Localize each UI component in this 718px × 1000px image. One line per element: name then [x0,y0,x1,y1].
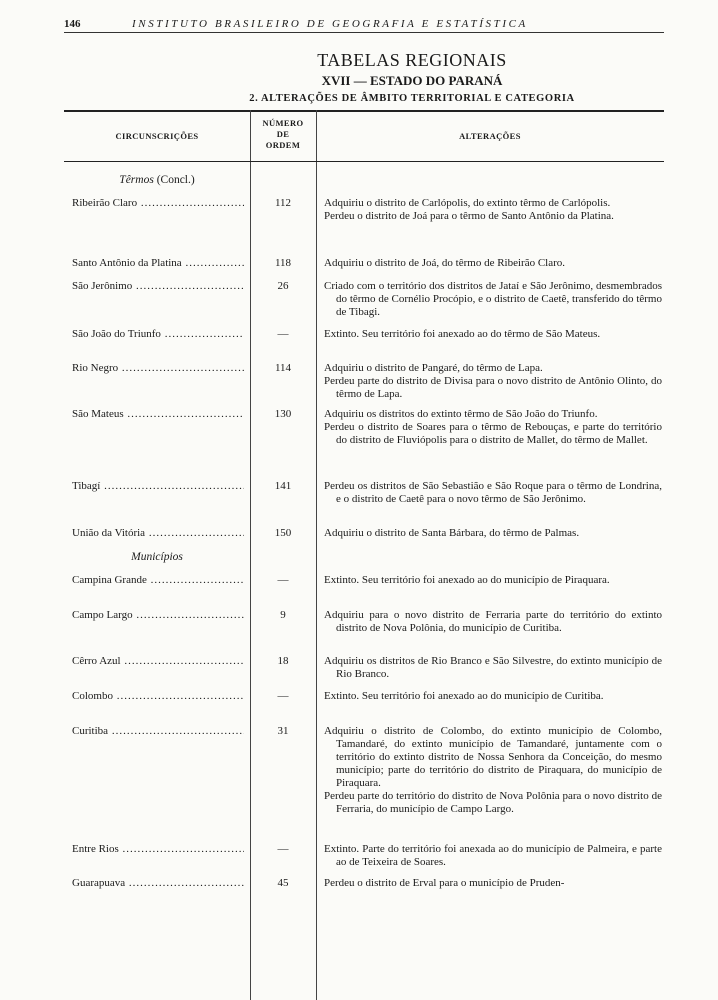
ordem-number: 26 [277,280,289,292]
alteracoes-cell [324,280,662,319]
alteracoes-cell [324,655,662,681]
alteracoes-cell [324,408,662,447]
table-header-rule [64,161,664,162]
header-numero-line: ORDEM [265,140,301,150]
circunscricao-name: Tibagí ..... [72,480,244,493]
alteracoes-cell [324,362,662,401]
header-rule [64,32,664,33]
ordem-number: — [277,843,289,855]
alteracao-entry: Extinto. Parte do território foi anexada ao do município de Palmeira, e parte ao de Teixeira de Soares. [324,843,662,868]
circunscricao-name: União da Vitória ..... [72,527,244,540]
alteracoes-cell [324,197,662,223]
ordem-number: — [277,574,289,586]
alteracoes-cell [324,257,662,270]
alteracoes-cell [324,725,662,816]
alteracao-entry: Perdeu o distrito de Soares para o têrmo de Rebouças, e parte do território do distrito de Fluviópolis para o distrito de Mallet, do têrmo de Mallet. [324,421,662,446]
table-top-rule [64,110,664,112]
alteracao-entry: Adquiriu para o novo distrito de Ferraria parte do território do extinto distrito de Nova Polônia, do município de Curitiba. [324,609,662,634]
section-note: (Concl.) [156,174,195,186]
alteracoes-cell [324,877,662,890]
ordem-number: 31 [277,725,289,737]
alteracao-entry: Adquiriu o distrito de Joá, do têrmo de Ribeirão Claro. [324,257,566,269]
alteracoes-cell [324,480,662,506]
circunscricao-name: Guarapuava ..... [72,877,244,890]
alteracao-entry: Extinto. Seu território foi anexado ao do município de Curitiba. [324,690,604,702]
running-title: INSTITUTO BRASILEIRO DE GEOGRAFIA E ESTATÍSTICA [132,18,528,30]
circunscricao-name: Colombo ..... [72,690,244,703]
alteracoes-cell [324,843,662,869]
column-divider [250,110,251,1000]
section-municipios [64,551,250,563]
header-alteracoes: ALTERAÇÕES [459,131,521,141]
circunscricao-name: Ribeirão Claro ..... [72,197,244,210]
ordem-number: — [277,690,289,702]
section-title: Têrmos [119,174,154,186]
circunscricao-name: Santo Antônio da Platina ..... [72,257,244,270]
titles-block [64,48,664,104]
alteracao-entry: Perdeu parte do território do distrito de Nova Polônia para o novo distrito de Ferraria, do município de Campo Largo. [324,790,662,815]
ordem-number: 112 [274,197,292,209]
alteracao-entry: Perdeu parte do distrito de Divisa para o novo distrito de Antônio Olinto, do têrmo de Lapa. [324,375,662,400]
alteracao-entry: Extinto. Seu território foi anexado ao do município de Piraquara. [324,574,610,586]
ordem-number: 45 [277,877,289,889]
circunscricao-name: Cêrro Azul ..... [72,655,244,668]
section-termos [64,174,250,186]
header-numero-line: DE [276,129,290,139]
ordem-number: 141 [274,480,292,492]
alteracoes-table [64,110,664,1000]
ordem-number: 9 [280,609,286,621]
alteracoes-cell [324,574,662,587]
circunscricao-name: Curitiba ..... [72,725,244,738]
state-title: XVII — ESTADO DO PARANÁ [321,73,503,88]
circunscricao-name: Campina Grande ..... [72,574,244,587]
circunscricao-name: Campo Largo ..... [72,609,244,622]
ordem-number: — [277,328,289,340]
alteracoes-cell [324,527,662,540]
ordem-number: 130 [274,408,292,420]
alteracao-entry: Criado com o território dos distritos de Jataí e São Jerônimo, desmembrados do têrmo de Cornélio Procópio, e o distrito de Caetê, transferido do têrmo de Tibagi. [324,280,662,318]
circunscricao-name: São João do Triunfo ..... [72,328,244,341]
main-title: TABELAS REGIONAIS [317,50,507,70]
header-numero [250,118,316,151]
section-title: Municípios [131,551,183,563]
ordem-number: 18 [277,655,289,667]
ordem-number: 114 [274,362,292,374]
header-circunscricoes: CIRCUNSCRIÇÕES [115,131,199,141]
alteracao-entry: Perdeu o distrito de Erval para o município de Pruden- [324,877,565,889]
alteracao-entry: Adquiriu o distrito de Pangaré, do têrmo de Lapa. [324,362,543,374]
subtitle: 2. ALTERAÇÕES DE ÂMBITO TERRITORIAL E CATEGORIA [249,93,575,104]
alteracao-entry: Perdeu os distritos de São Sebastião e São Roque para o têrmo de Londrina, e o distrito de Caetê para o novo têrmo de São Jerônimo. [324,480,662,505]
alteracao-entry: Perdeu o distrito de Joá para o têrmo de Santo Antônio da Platina. [324,210,614,222]
alteracao-entry: Adquiriu o distrito de Carlópolis, do extinto têrmo de Carlópolis. [324,197,611,209]
alteracao-entry: Adquiriu o distrito de Colombo, do extinto município de Colombo, Tamandaré, do extinto município de Tamandaré, juntamente com o território do extinto distrito de Nossa Senhora da Conceição, do mesmo município; parte do território do distrito de Piraquara, do município de Piraquara. [324,725,662,789]
circunscricao-name: São Mateus ..... [72,408,244,421]
column-divider [316,110,317,1000]
header-numero-line: NÚMERO [262,118,304,128]
page-number: 146 [64,18,81,30]
circunscricao-name: Entre Rios ..... [72,843,244,856]
alteracao-entry: Extinto. Seu território foi anexado ao do têrmo de São Mateus. [324,328,601,340]
alteracao-entry: Adquiriu o distrito de Santa Bárbara, do têrmo de Palmas. [324,527,580,539]
alteracoes-cell [324,328,662,341]
ordem-number: 150 [274,527,292,539]
alteracao-entry: Adquiriu os distritos do extinto têrmo de São João do Triunfo. [324,408,598,420]
ordem-number: 118 [274,257,292,269]
circunscricao-name: Rio Negro ..... [72,362,244,375]
alteracoes-cell [324,690,662,703]
alteracoes-cell [324,609,662,635]
circunscricao-name: São Jerônimo ..... [72,280,244,293]
alteracao-entry: Adquiriu os distritos de Rio Branco e São Silvestre, do extinto município de Rio Branco. [324,655,662,680]
